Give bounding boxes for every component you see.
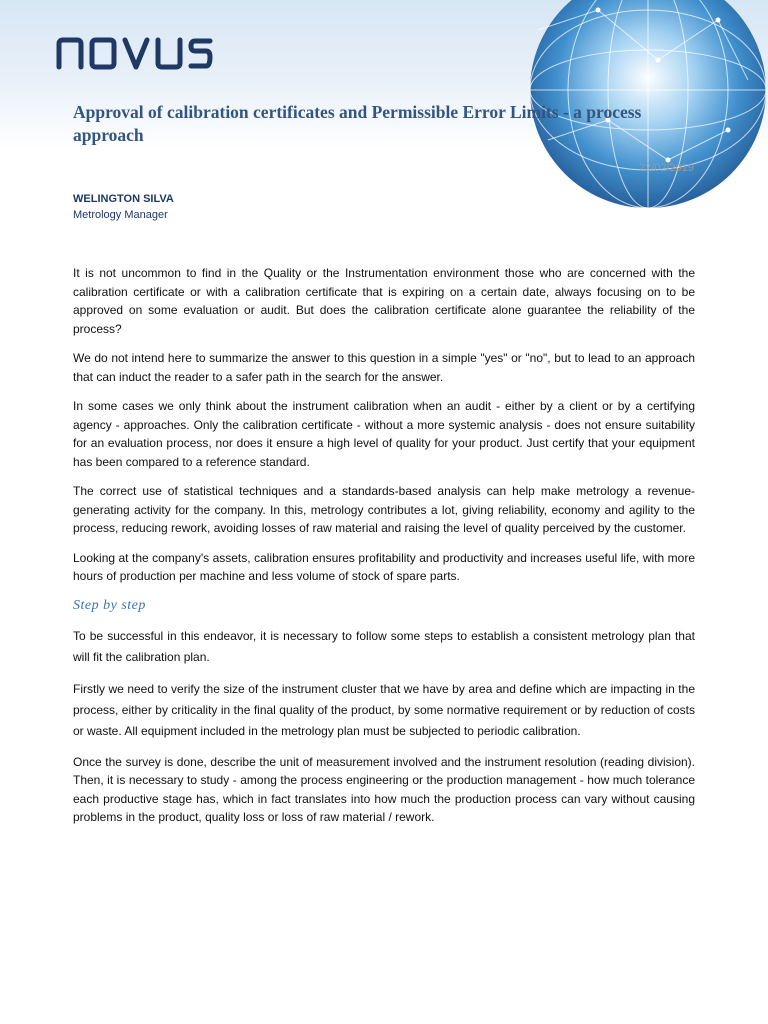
section-heading: Step by step (73, 597, 146, 613)
paragraph: Firstly we need to verify the size of the instrument cluster that we have by area and define which are impacting in the process, either by criticality in the final quality of the product, by some normative requirement or by reduction of costs or waste. All equipment included in the metrology plan must be subjected to periodic calibration. (73, 681, 695, 738)
paragraph: We do not intend here to summarize the answer to this question in a simple "yes" or "no", but to lead to an approach that can induct the reader to a safer path in the search for the answer. (73, 351, 695, 384)
author-name: WELINGTON SILVA (73, 193, 174, 205)
paragraph: The correct use of statistical techniques and a standards-based analysis can help make metrology a revenue-generating activity for the company. In this, metrology contributes a lot, giving reliability, economy and agility to the process, reducing rework, avoiding losses of raw material and raising the level of quality perceived by the customer. (73, 484, 695, 535)
paragraph: To be successful in this endeavor, it is necessary to follow some steps to establish a consistent metrology plan that will fit the calibration plan. (73, 628, 695, 664)
paragraph: Once the survey is done, describe the unit of measurement involved and the instrument resolution (reading division). Then, it is necessary to study - among the process engineering or the production management - how much tolerance each productive stage has, which in fact translates into how much the production process can vary without causing problems in the product, quality loss or loss of raw material / rework. (73, 754, 695, 824)
author-block (73, 191, 174, 223)
paragraph: It is not uncommon to find in the Quality or the Instrumentation environment those who are concerned with the calibration certificate or with a calibration certificate that is expiring on a certain date, always focusing on to be approved on some evaluation or audit. But does the calibration certificate alone guarantee the reliability of the process? (73, 266, 695, 336)
novus-logo (55, 36, 215, 70)
document-title: Approval of calibration certificates and Permissible Error Limits - a process approach (73, 102, 642, 145)
author-role: Metrology Manager (73, 209, 168, 221)
paragraph: In some cases we only think about the instrument calibration when an audit - either by a client or by a certifying agency - approaches. Only the calibration certificate - without a more systemic analysis - does not ensure suitability for an evaluation process, nor does it ensure a high level of quality for your product. Just certify that your equipment has been compared to a reference standard. (73, 399, 695, 469)
article-body (73, 264, 695, 838)
document-date: 22/02/2019 (638, 162, 694, 174)
paragraph: Looking at the company's assets, calibration ensures profitability and productivity and increases useful life, with more hours of production per machine and less volume of stock of spare parts. (73, 550, 695, 583)
